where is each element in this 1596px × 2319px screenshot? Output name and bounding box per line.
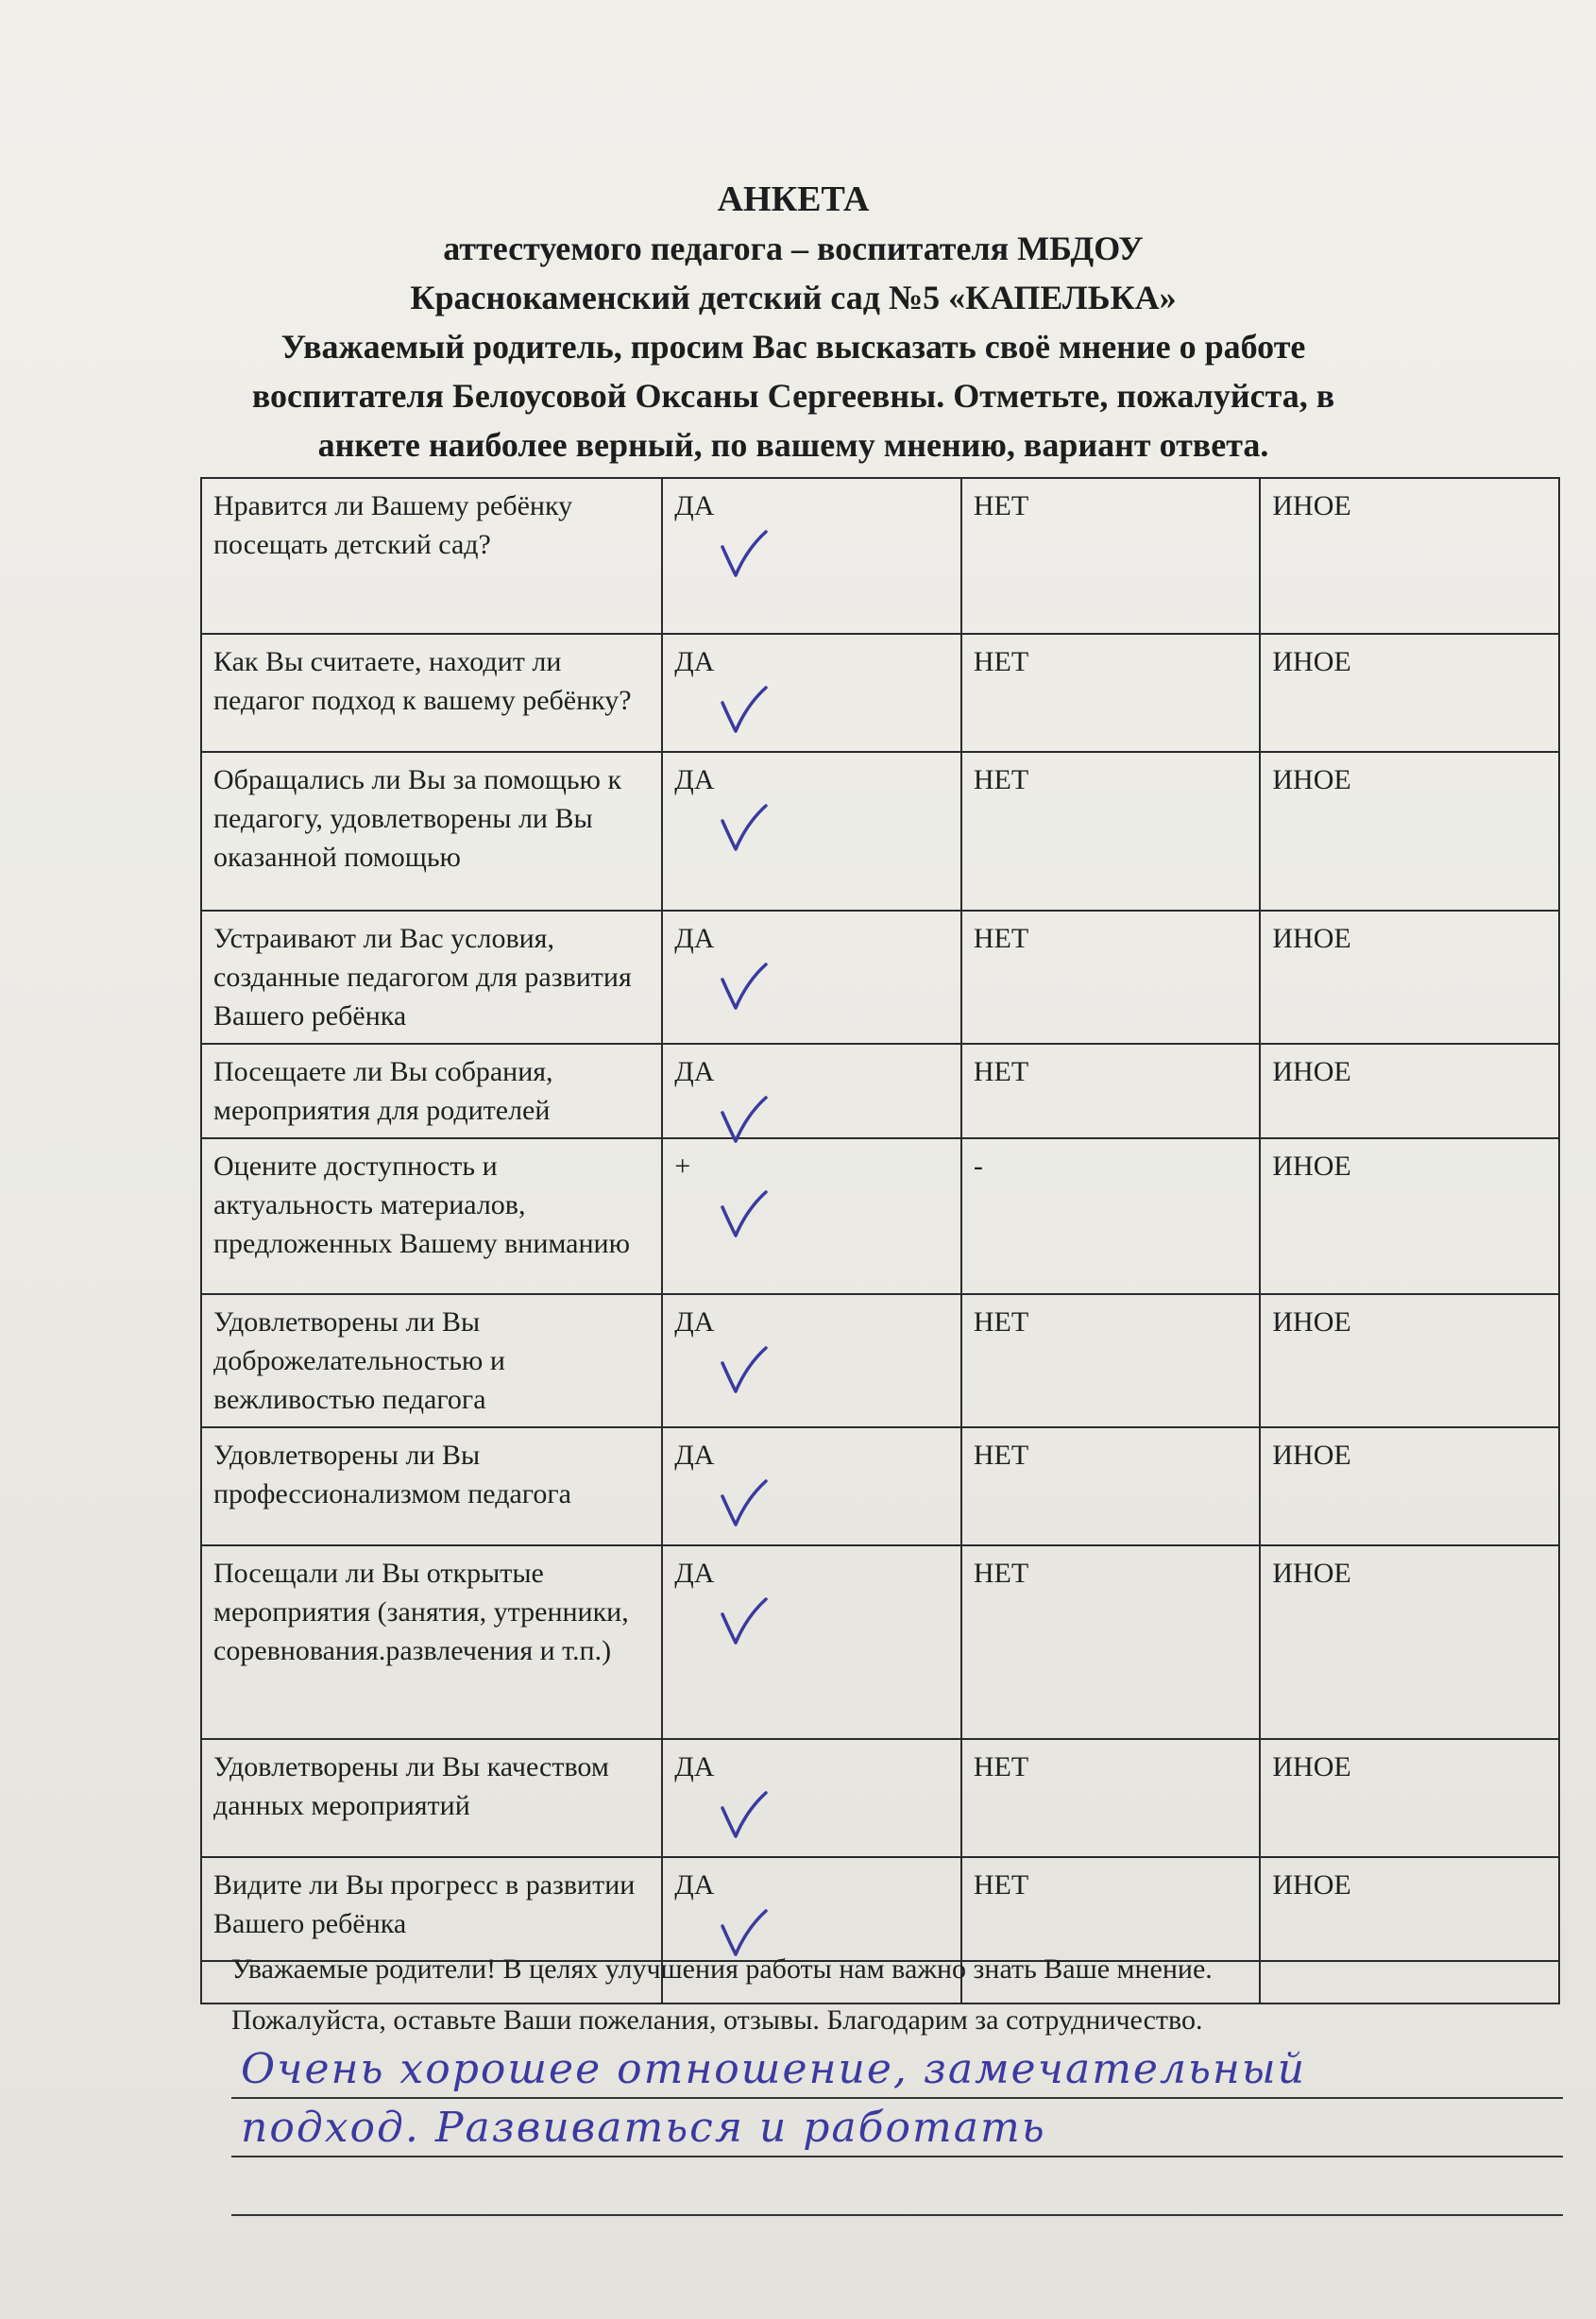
survey-title: АНКЕТА — [717, 179, 870, 219]
answer-no-label: НЕТ — [973, 764, 1029, 795]
answer-other-cell[interactable] — [1260, 1138, 1559, 1294]
feedback-line-3[interactable] — [231, 2157, 1563, 2216]
answer-no-cell[interactable] — [961, 1138, 1261, 1294]
answer-no-label: НЕТ — [973, 1056, 1029, 1087]
survey-header — [179, 175, 1407, 469]
question-cell: Посещали ли Вы открытые мероприятия (занятия, утренники, соревнования.развлечения и т.п.) — [201, 1545, 662, 1739]
answer-no-label: НЕТ — [973, 1440, 1029, 1471]
answer-no-label: НЕТ — [973, 1306, 1029, 1338]
answer-other-label: ИНОЕ — [1272, 1869, 1351, 1901]
answer-other-label: ИНОЕ — [1272, 1056, 1351, 1087]
survey-row — [201, 1739, 1559, 1857]
survey-row — [201, 478, 1559, 634]
question-cell: Как Вы считаете, находит ли педагог подход к вашему ребёнку? — [201, 634, 662, 752]
answer-yes-cell[interactable] — [662, 1545, 961, 1739]
answer-other-label: ИНОЕ — [1272, 1151, 1351, 1182]
checkmark-icon — [715, 1787, 772, 1844]
survey-row — [201, 752, 1559, 911]
answer-no-label: НЕТ — [973, 1869, 1029, 1901]
answer-other-label: ИНОЕ — [1272, 923, 1351, 954]
feedback-area — [231, 2040, 1563, 2216]
answer-no-label: НЕТ — [973, 490, 1029, 521]
handwritten-feedback-1: Очень хорошее отношение, замечательный — [241, 2045, 1307, 2093]
answer-other-cell[interactable] — [1260, 1294, 1559, 1427]
question-cell: Посещаете ли Вы собрания, мероприятия для родителей — [201, 1044, 662, 1138]
answer-other-cell[interactable] — [1260, 1427, 1559, 1545]
survey-subtitle-line-2: Краснокаменский детский сад №5 «КАПЕЛЬКА» — [410, 279, 1177, 316]
answer-other-label: ИНОЕ — [1272, 1306, 1351, 1338]
answer-no-label: - — [973, 1151, 983, 1182]
footer-note-line-1: Уважаемые родители! В целях улучшения работы нам важно знать Ваше мнение. — [231, 1953, 1213, 1985]
answer-no-cell[interactable] — [961, 478, 1261, 634]
checkmark-icon — [715, 800, 772, 857]
survey-row — [201, 1427, 1559, 1545]
checkmark-icon — [715, 526, 772, 583]
survey-subtitle-line-1: аттестуемого педагога – воспитателя МБДОУ — [443, 230, 1144, 267]
question-cell: Нравится ли Вашему ребёнку посещать детский сад? — [201, 478, 662, 634]
survey-instruction-line-3: анкете наиболее верный, по вашему мнению, вариант ответа. — [317, 426, 1269, 464]
question-cell: Устраивают ли Вас условия, созданные педагогом для развития Вашего ребёнка — [201, 911, 662, 1044]
answer-no-cell[interactable] — [961, 1044, 1261, 1138]
answer-other-label: ИНОЕ — [1272, 490, 1351, 521]
checkmark-icon — [715, 1475, 772, 1532]
answer-yes-cell[interactable] — [662, 1427, 961, 1545]
answer-yes-label: ДА — [674, 490, 715, 521]
survey-row — [201, 1138, 1559, 1294]
answer-yes-cell[interactable] — [662, 478, 961, 634]
answer-other-label: ИНОЕ — [1272, 1558, 1351, 1589]
survey-row — [201, 1044, 1559, 1138]
checkmark-icon — [715, 1342, 772, 1399]
feedback-line-1[interactable] — [231, 2040, 1563, 2099]
checkmark-icon — [715, 959, 772, 1015]
checkmark-icon — [715, 1186, 772, 1243]
answer-other-label: ИНОЕ — [1272, 764, 1351, 795]
survey-instruction-line-2: воспитателя Белоусовой Оксаны Сергеевны. Отметьте, пожалуйста, в — [251, 377, 1335, 415]
checkmark-icon — [715, 1594, 772, 1650]
answer-no-label: НЕТ — [973, 1751, 1029, 1782]
feedback-line-2[interactable] — [231, 2099, 1563, 2157]
answer-other-label: ИНОЕ — [1272, 1440, 1351, 1471]
answer-yes-label: ДА — [674, 923, 715, 954]
survey-row — [201, 1294, 1559, 1427]
answer-other-label: ИНОЕ — [1272, 1751, 1351, 1782]
question-cell: Обращались ли Вы за помощью к педагогу, удовлетворены ли Вы оказанной помощью — [201, 752, 662, 911]
question-cell: Видите ли Вы прогресс в развитии Вашего ребёнка — [201, 1857, 662, 1961]
survey-instruction-line-1: Уважаемый родитель, просим Вас высказать своё мнение о работе — [280, 328, 1306, 366]
answer-no-label: НЕТ — [973, 923, 1029, 954]
question-cell: Оцените доступность и актуальность материалов, предложенных Вашему вниманию — [201, 1138, 662, 1294]
answer-no-cell[interactable] — [961, 1427, 1261, 1545]
answer-other-cell[interactable] — [1260, 634, 1559, 752]
answer-yes-cell[interactable] — [662, 911, 961, 1044]
answer-yes-label: ДА — [674, 764, 715, 795]
handwritten-feedback-2: подход. Развиваться и работать — [241, 2104, 1046, 2152]
answer-yes-cell[interactable] — [662, 1138, 961, 1294]
answer-yes-label: ДА — [674, 646, 715, 677]
answer-no-cell[interactable] — [961, 752, 1261, 911]
answer-no-cell[interactable] — [961, 1294, 1261, 1427]
answer-yes-cell[interactable] — [662, 1294, 961, 1427]
answer-yes-label: + — [674, 1151, 691, 1182]
answer-other-cell[interactable] — [1260, 1044, 1559, 1138]
answer-yes-label: ДА — [674, 1751, 715, 1782]
checkmark-icon — [715, 682, 772, 739]
answer-other-cell[interactable] — [1260, 1545, 1559, 1739]
answer-no-cell[interactable] — [961, 1545, 1261, 1739]
answer-yes-cell[interactable] — [662, 752, 961, 911]
answer-no-cell[interactable] — [961, 634, 1261, 752]
answer-no-cell[interactable] — [961, 911, 1261, 1044]
survey-table — [200, 477, 1560, 2004]
answer-yes-label: ДА — [674, 1306, 715, 1338]
footer-note — [231, 1944, 1516, 2046]
answer-no-cell[interactable] — [961, 1739, 1261, 1857]
answer-other-cell[interactable] — [1260, 911, 1559, 1044]
answer-no-label: НЕТ — [973, 646, 1029, 677]
survey-row — [201, 634, 1559, 752]
answer-other-label: ИНОЕ — [1272, 646, 1351, 677]
survey-row — [201, 911, 1559, 1044]
answer-yes-label: ДА — [674, 1440, 715, 1471]
answer-yes-cell[interactable] — [662, 1739, 961, 1857]
answer-yes-label: ДА — [674, 1869, 715, 1901]
question-cell: Удовлетворены ли Вы профессионализмом педагога — [201, 1427, 662, 1545]
answer-other-cell[interactable] — [1260, 752, 1559, 911]
survey-row — [201, 1545, 1559, 1739]
answer-no-label: НЕТ — [973, 1558, 1029, 1589]
answer-other-cell[interactable] — [1260, 1739, 1559, 1857]
answer-yes-label: ДА — [674, 1056, 715, 1087]
footer-note-line-2: Пожалуйста, оставьте Ваши пожелания, отзывы. Благодарим за сотрудничество. — [231, 2004, 1203, 2036]
answer-yes-cell[interactable] — [662, 634, 961, 752]
answer-yes-label: ДА — [674, 1558, 715, 1589]
answer-yes-cell[interactable] — [662, 1044, 961, 1138]
question-cell: Удовлетворены ли Вы доброжелательностью и вежливостью педагога — [201, 1294, 662, 1427]
question-cell: Удовлетворены ли Вы качеством данных мероприятий — [201, 1739, 662, 1857]
answer-other-cell[interactable] — [1260, 478, 1559, 634]
